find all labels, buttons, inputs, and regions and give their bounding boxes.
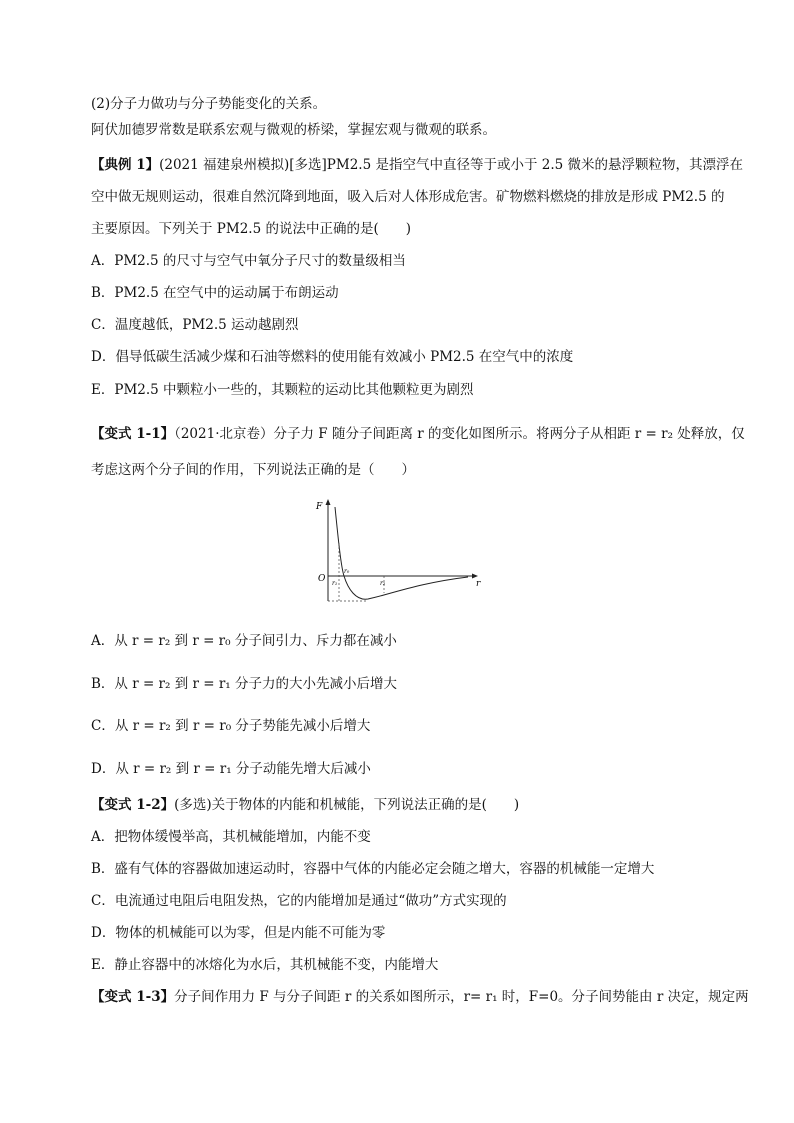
force-distance-graph — [308, 497, 486, 607]
graph-r0-label: r₀ — [344, 568, 350, 575]
variant12-option-a: A．把物体缓慢举高，其机械能增加，内能不变 — [91, 829, 371, 845]
variant11-option-a: A．从 r = r₂ 到 r = r₀ 分子间引力、斥力都在减小 — [91, 633, 397, 649]
example1-line-1 — [91, 156, 743, 174]
example1-option-e: E．PM2.5 中颗粒小一些的，其颗粒的运动比其他颗粒更为剧烈 — [91, 382, 474, 398]
example1-option-c: C．温度越低，PM2.5 运动越剧烈 — [91, 317, 299, 333]
graph-r2-label: r₂ — [380, 580, 386, 587]
variant11-line-1 — [91, 425, 745, 443]
graph-force-curve — [335, 507, 468, 599]
example1-option-b: B．PM2.5 在空气中的运动属于布朗运动 — [91, 285, 339, 301]
example1-option-d: D．倡导低碳生活减少煤和石油等燃料的使用能有效减小 PM2.5 在空气中的浓度 — [91, 349, 574, 365]
graph-x-arrow — [472, 574, 478, 579]
variant12-option-c: C．电流通过电阻后电阻发热，它的内能增加是通过“做功”方式实现的 — [91, 893, 507, 909]
variant13-text-1: 分子间作用力 F 与分子间距 r 的关系如图所示，r= r₁ 时，F=0。分子间势能由 r 决定，规定两 — [174, 989, 749, 1005]
variant11-option-c: C．从 r = r₂ 到 r = r₀ 分子势能先减小后增大 — [91, 718, 371, 734]
variant11-option-d: D．从 r = r₂ 到 r = r₁ 分子动能先增大后减小 — [91, 761, 371, 777]
variant12-option-e: E．静止容器中的冰熔化为水后，其机械能不变，内能增大 — [91, 957, 439, 973]
example1-tag: 【典例 1】 — [91, 157, 160, 173]
variant12-tag: 【变式 1-2】 — [91, 797, 175, 813]
graph-y-label: F — [316, 502, 323, 512]
example1-text-1: (2021 福建泉州模拟)[多选]PM2.5 是指空气中直径等于或小于 2.5 微米的悬浮颗粒物，其漂浮在 — [159, 157, 744, 173]
variant11-text-1: （2021·北京卷）分子力 F 随分子间距离 r 的变化如图所示。将两分子从相距 r = r₂ 处释放，仅 — [174, 426, 745, 442]
example1-line-3: 主要原因。下列关于 PM2.5 的说法中正确的是( ) — [91, 221, 411, 237]
graph-y-arrow — [326, 499, 331, 505]
variant12-text-1: (多选)关于物体的内能和机械能，下列说法正确的是( ) — [174, 797, 520, 813]
variant11-line-2: 考虑这两个分子间的作用，下列说法正确的是（ ） — [91, 462, 415, 478]
graph-origin-label: O — [318, 574, 326, 584]
variant11-tag: 【变式 1-1】 — [91, 426, 175, 442]
example1-line-2: 空中做无规则运动，很难自然沉降到地面，吸入后对人体形成危害。矿物燃料燃烧的排放是形成 PM2.5 的 — [91, 189, 725, 205]
variant13-tag: 【变式 1-3】 — [91, 989, 175, 1005]
variant11-option-b: B．从 r = r₂ 到 r = r₁ 分子力的大小先减小后增大 — [91, 676, 398, 692]
variant12-line-1 — [91, 796, 519, 814]
intro-line-1: (2)分子力做功与分子势能变化的关系。 — [91, 96, 327, 112]
intro-line-2: 阿伏加德罗常数是联系宏观与微观的桥梁，掌握宏观与微观的联系。 — [91, 122, 496, 138]
variant12-option-d: D．物体的机械能可以为零，但是内能不可能为零 — [91, 925, 386, 941]
variant13-line-1 — [91, 988, 749, 1006]
graph-r1-label: r₁ — [332, 580, 338, 587]
graph-x-label: r — [476, 579, 481, 589]
example1-option-a: A．PM2.5 的尺寸与空气中氧分子尺寸的数量级相当 — [91, 253, 406, 269]
variant12-option-b: B．盛有气体的容器做加速运动时，容器中气体的内能必定会随之增大，容器的机械能一定增大 — [91, 861, 655, 877]
